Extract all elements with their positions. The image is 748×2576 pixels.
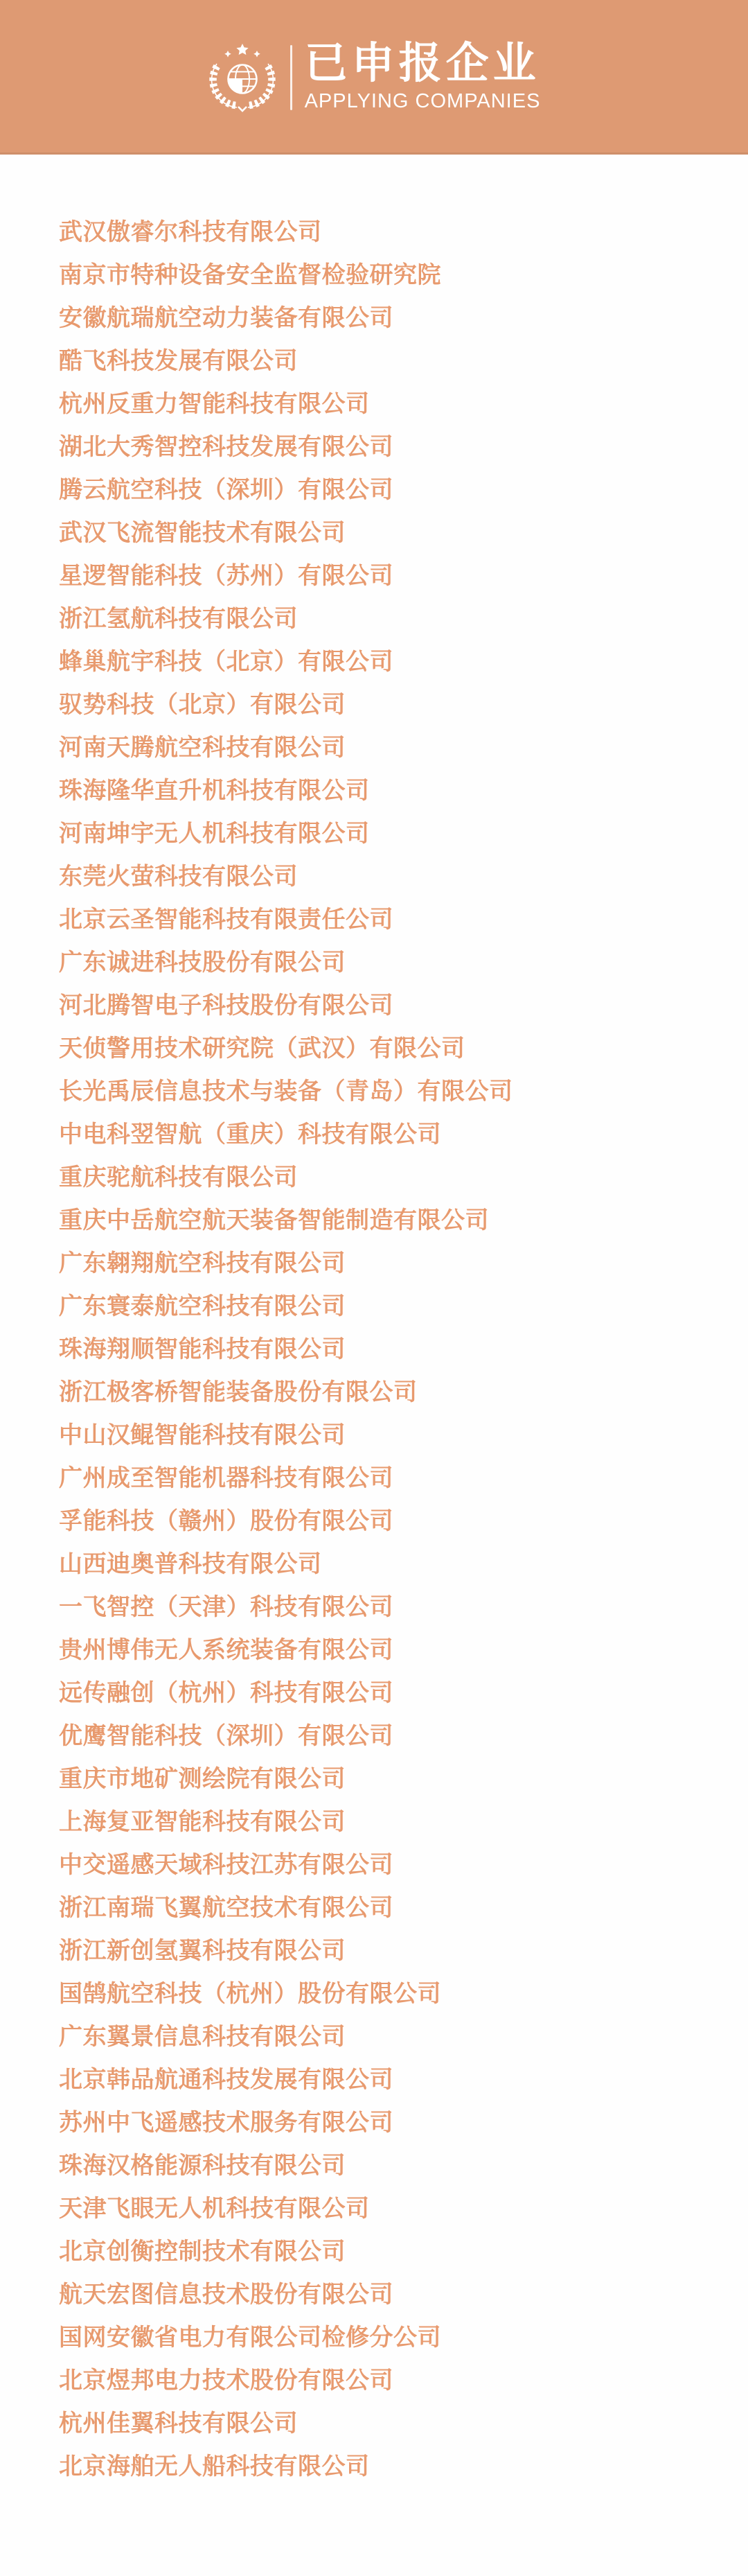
company-list-item: 孚能科技（赣州）股份有限公司 (59, 1508, 393, 1534)
company-list-item: 重庆中岳航空航天装备智能制造有限公司 (59, 1207, 489, 1234)
company-list-item: 中电科翌智航（重庆）科技有限公司 (59, 1121, 441, 1148)
company-list-item: 河南坤宇无人机科技有限公司 (59, 821, 370, 847)
company-list-item: 长光禹辰信息技术与装备（青岛）有限公司 (59, 1078, 513, 1105)
company-list-item: 中交遥感天域科技江苏有限公司 (59, 1852, 393, 1878)
company-list-item: 广东诚进科技股份有限公司 (59, 949, 346, 976)
company-list-item: 贵州博伟无人系统装备有限公司 (59, 1637, 393, 1663)
page-subtitle: APPLYING COMPANIES (304, 89, 541, 112)
company-list-item: 广州成至智能机器科技有限公司 (59, 1465, 393, 1491)
company-list-item: 广东翼景信息科技有限公司 (59, 2024, 346, 2050)
company-list-item: 北京海舶无人船科技有限公司 (59, 2453, 370, 2480)
company-list-item: 湖北大秀智控科技发展有限公司 (59, 434, 393, 460)
company-list-item: 广东翱翔航空科技有限公司 (59, 1250, 346, 1277)
header-content (208, 39, 541, 113)
company-list-section (0, 155, 748, 2576)
company-list-item: 浙江南瑞飞翼航空技术有限公司 (59, 1895, 393, 1921)
company-list-item: 远传融创（杭州）科技有限公司 (59, 1680, 393, 1706)
company-list-item: 上海复亚智能科技有限公司 (59, 1809, 346, 1835)
company-list-item: 一飞智控（天津）科技有限公司 (59, 1594, 393, 1620)
header-title-block (304, 39, 541, 113)
company-list-item: 杭州佳翼科技有限公司 (59, 2410, 298, 2437)
company-list-item: 北京创衡控制技术有限公司 (59, 2238, 346, 2265)
company-list-item: 驭势科技（北京）有限公司 (59, 692, 346, 718)
company-list-item: 航天宏图信息技术股份有限公司 (59, 2281, 393, 2308)
company-list-item: 国网安徽省电力有限公司检修分公司 (59, 2324, 441, 2351)
company-list-item: 南京市特种设备安全监督检验研究院 (59, 262, 441, 288)
company-list-item: 安徽航瑞航空动力装备有限公司 (59, 305, 393, 331)
company-list-item: 东莞火萤科技有限公司 (59, 864, 298, 890)
company-list-item: 山西迪奥普科技有限公司 (59, 1551, 322, 1577)
company-list-item: 珠海隆华直升机科技有限公司 (59, 778, 370, 804)
company-list-item: 杭州反重力智能科技有限公司 (59, 391, 370, 417)
company-list-item: 中山汉鲲智能科技有限公司 (59, 1422, 346, 1448)
company-list-item: 优鹰智能科技（深圳）有限公司 (59, 1723, 393, 1749)
company-list-item: 浙江新创氢翼科技有限公司 (59, 1938, 346, 1964)
header-divider (290, 45, 292, 110)
company-list-item: 腾云航空科技（深圳）有限公司 (59, 477, 393, 503)
company-list-item: 武汉飞流智能技术有限公司 (59, 520, 346, 546)
company-list-item: 浙江氢航科技有限公司 (59, 606, 298, 632)
company-list-item: 北京云圣智能科技有限责任公司 (59, 906, 393, 933)
company-list-item: 重庆驼航科技有限公司 (59, 1164, 298, 1191)
company-list-item: 珠海翔顺智能科技有限公司 (59, 1336, 346, 1363)
company-list-item: 天津飞眼无人机科技有限公司 (59, 2196, 370, 2222)
company-list-item: 广东寰泰航空科技有限公司 (59, 1293, 346, 1320)
company-list-item: 酷飞科技发展有限公司 (59, 348, 298, 374)
company-list-item: 蜂巢航宇科技（北京）有限公司 (59, 649, 393, 675)
company-list-item: 北京韩品航通科技发展有限公司 (59, 2067, 393, 2093)
laurel-wreath-globe-logo-icon (208, 43, 277, 112)
company-list (59, 211, 720, 2488)
header-banner (0, 0, 748, 155)
company-list-item: 北京煜邦电力技术股份有限公司 (59, 2367, 393, 2394)
company-list-item: 天侦警用技术研究院（武汉）有限公司 (59, 1035, 465, 1062)
company-list-item: 浙江极客桥智能装备股份有限公司 (59, 1379, 418, 1405)
company-list-item: 苏州中飞遥感技术服务有限公司 (59, 2110, 393, 2136)
company-list-item: 河北腾智电子科技股份有限公司 (59, 992, 393, 1019)
company-list-item: 河南天腾航空科技有限公司 (59, 735, 346, 761)
company-list-item: 珠海汉格能源科技有限公司 (59, 2153, 346, 2179)
page-title: 已申报企业 (304, 39, 540, 87)
company-list-item: 重庆市地矿测绘院有限公司 (59, 1766, 346, 1792)
company-list-item: 星逻智能科技（苏州）有限公司 (59, 563, 393, 589)
company-list-item: 武汉傲睿尔科技有限公司 (59, 219, 322, 245)
company-list-item: 国鹄航空科技（杭州）股份有限公司 (59, 1981, 441, 2007)
